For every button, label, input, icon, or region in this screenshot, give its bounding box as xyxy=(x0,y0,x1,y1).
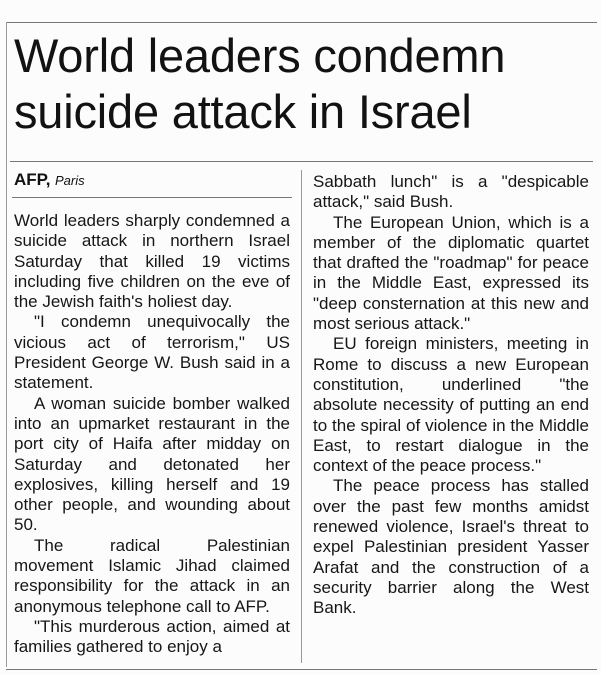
byline-city: Paris xyxy=(55,173,85,188)
paragraph: "I condemn unequivocally the vicious act of terrorism," US President George W. Bush said in a statement. xyxy=(14,312,290,393)
byline-rule xyxy=(12,197,292,198)
column-divider xyxy=(301,170,302,663)
paragraph: The European Union, which is a member of the diplomatic quartet that drafted the "roadmap" for peace in the Middle East, expressed its "deep consternation at this new and most serious attack." xyxy=(313,212,589,334)
paragraph: A woman suicide bomber walked into an upmarket restaurant in the port city of Haifa after midday on Saturday and detonated her explosives, killing herself and 19 other people, and wounding about 50. xyxy=(14,393,290,535)
byline-agency: AFP, xyxy=(14,170,51,189)
left-rule xyxy=(6,22,7,667)
paragraph: Sabbath lunch" is a "despicable attack," said Bush. xyxy=(313,172,589,212)
headline-rule xyxy=(10,161,593,162)
paragraph: EU foreign ministers, meeting in Rome to discuss a new European constitution, underlined "the absolute necessity of putting an end to the spiral of violence in the Middle East, to restart dialogue in the context of the peace process." xyxy=(313,334,589,476)
column-left xyxy=(14,211,290,658)
paragraph: "This murderous action, aimed at families gathered to enjoy a xyxy=(14,616,290,657)
paragraph: The peace process has stalled over the past few months amidst renewed violence, Israel's threat to expel Palestinian president Yasser Arafat and the construction of a security barrier along the West Bank. xyxy=(313,476,589,618)
paragraph: The radical Palestinian movement Islamic Jihad claimed responsibility for the attack in an anonymous telephone call to AFP. xyxy=(14,535,290,616)
bottom-rule xyxy=(6,669,597,670)
top-rule xyxy=(6,22,597,23)
paragraph: World leaders sharply condemned a suicide attack in northern Israel Saturday that killed 19 victims including five children on the eve of the Jewish faith's holiest day. xyxy=(14,211,290,312)
byline xyxy=(14,170,85,191)
column-right xyxy=(313,172,589,619)
headline: World leaders condemn suicide attack in Israel xyxy=(14,29,506,138)
